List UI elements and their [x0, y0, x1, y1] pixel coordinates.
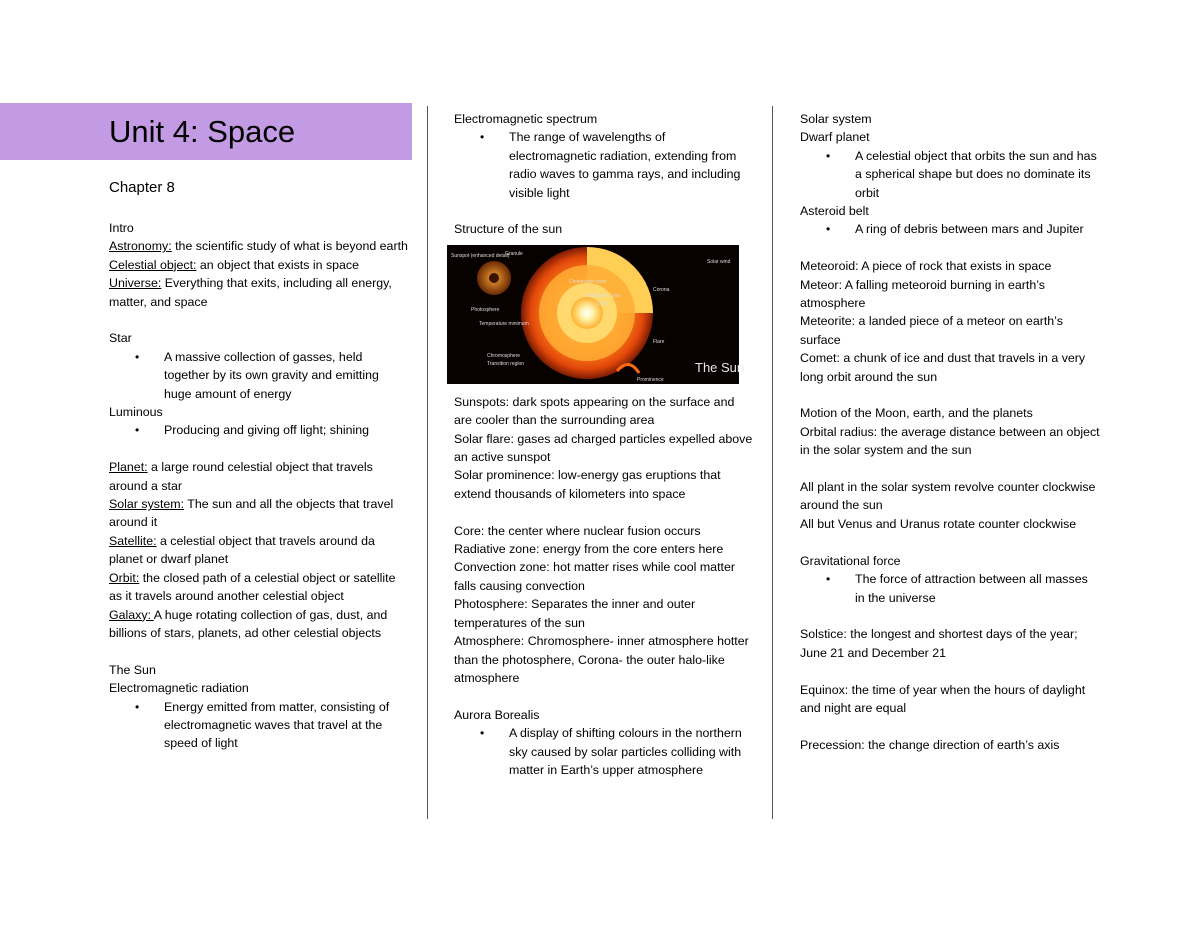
- meteorite-line: Meteorite: a landed piece of a meteor on earth’s surface: [800, 314, 1063, 347]
- column-1: [109, 178, 409, 753]
- meteoroid-line: Meteoroid: A piece of rock that exists in space: [800, 259, 1052, 274]
- em-spectrum-heading: Electromagnetic spectrum: [454, 112, 598, 126]
- aurora-list: [454, 724, 754, 779]
- radiative-zone-line: Radiative zone: energy from the core enters here: [454, 542, 724, 557]
- structure-heading: Structure of the sun: [454, 222, 563, 237]
- text-solar-system: The sun and all the objects that travel around it: [109, 497, 394, 530]
- column-divider-right: [772, 106, 773, 819]
- text-planet: a large round celestial object that travels around a star: [109, 460, 373, 493]
- definition-astronomy: [109, 237, 409, 255]
- label-solar-wind: Solar wind: [707, 259, 731, 265]
- image-caption: The Sun: [695, 360, 745, 375]
- solar-system-heading: Solar system: [800, 112, 872, 126]
- aurora-heading: Aurora Borealis: [454, 707, 540, 722]
- list-item: • Producing and giving off light; shining: [109, 421, 409, 439]
- luminous-heading: Luminous: [109, 405, 163, 420]
- sunspot-dark: [489, 273, 499, 283]
- meteor-line: Meteor: A falling meteoroid burning in earth’s atmosphere: [800, 277, 1045, 311]
- photosphere-line: Photosphere: Separates the inner and outer temperatures of the sun: [454, 597, 696, 630]
- label-prominence: Prominence: [637, 377, 664, 383]
- comet-line: Comet: a chunk of ice and dust that travels in a very long orbit around the sun: [800, 351, 1086, 384]
- label-corona: Corona: [653, 287, 670, 293]
- luminous-list: [109, 421, 409, 439]
- motion-heading: Motion of the Moon, earth, and the planets: [800, 406, 1033, 421]
- precession-line: Precession: the change direction of earth’s axis: [800, 737, 1060, 752]
- asteroid-belt-list: [800, 220, 1100, 238]
- definition-satellite: [109, 532, 409, 569]
- column-divider-left: [427, 106, 428, 819]
- term-celestial-object: Celestial object:: [109, 257, 197, 272]
- list-item: • A massive collection of gasses, held together by its own gravity and emitting huge amount of energy: [109, 348, 409, 403]
- term-satellite: Satellite:: [109, 533, 157, 548]
- label-transition: Transition region: [487, 361, 525, 367]
- definition-planet: [109, 458, 409, 495]
- asteroid-belt-heading: Asteroid belt: [800, 204, 869, 219]
- definition-universe: [109, 274, 409, 311]
- sun-structure-image: [447, 245, 745, 384]
- the-sun-heading: The Sun: [109, 662, 156, 677]
- orbital-radius-line: Orbital radius: the average distance between an object in the solar system and the sun: [800, 424, 1100, 458]
- convection-zone-line: Convection zone: hot matter rises while cool matter falls causing convection: [454, 560, 735, 593]
- list-item: • A display of shifting colours in the northern sky caused by solar particles colliding with matter in Earth’s upper atmosphere: [454, 724, 754, 779]
- label-granule: Granule: [505, 251, 523, 257]
- solar-flare-line: Solar flare: gases ad charged particles expelled above an active sunspot: [454, 431, 753, 465]
- text-galaxy: A huge rotating collection of gas, dust, and billions of stars, planets, ad other celestial objects: [109, 607, 388, 640]
- text-universe: Everything that exits, including all energy, matter, and space: [109, 276, 392, 309]
- label-sunspot: Sunspot (enhanced detail): [451, 253, 510, 259]
- term-galaxy: Galaxy:: [109, 607, 154, 622]
- star-list: [109, 348, 409, 403]
- text-orbit: the closed path of a celestial object or satellite as it travels around another celestial object: [109, 570, 396, 604]
- gravitational-list: [800, 570, 1100, 607]
- label-flare: Flare: [653, 339, 665, 345]
- chapter-heading: Chapter 8: [109, 179, 175, 196]
- label-temperature: Temperature minimum: [479, 321, 529, 327]
- core-line: Core: the center where nuclear fusion occurs: [454, 523, 701, 538]
- text-satellite: a celestial object that travels around da planet or dwarf planet: [109, 533, 375, 567]
- page-title: Unit 4: Space: [109, 114, 296, 149]
- label-convection: Convection zone: [569, 279, 607, 285]
- definition-solar-system: [109, 495, 409, 532]
- equinox-line: Equinox: the time of year when the hours of daylight and night are equal: [800, 682, 1086, 715]
- term-planet: Planet:: [109, 460, 148, 475]
- solstice-line: Solstice: the longest and shortest days of the year; June 21 and December 21: [800, 627, 1078, 660]
- gravitational-heading: Gravitational force: [800, 553, 901, 568]
- column-3: [800, 110, 1100, 754]
- term-astronomy: Astronomy:: [109, 239, 172, 254]
- list-item: • The force of attraction between all masses in the universe: [800, 570, 1100, 607]
- list-item: • The range of wavelengths of electromagnetic radiation, extending from radio waves to gamma rays, and including visible light: [454, 128, 754, 202]
- em-radiation-list: [109, 698, 409, 753]
- term-universe: Universe:: [109, 276, 162, 291]
- revolve-line: All plant in the solar system revolve counter clockwise around the sun: [800, 480, 1096, 513]
- text-astronomy: the scientific study of what is beyond earth: [171, 239, 408, 254]
- definition-galaxy: [109, 606, 409, 643]
- text-celestial-object: an object that exists in space: [196, 257, 360, 272]
- dwarf-planet-list: [800, 147, 1100, 202]
- list-item: • Energy emitted from matter, consisting of electromagnetic waves that travel at the speed of light: [109, 698, 409, 753]
- solar-prominence-line: Solar prominence: low-energy gas eruptions that extend thousands of kilometers into space: [454, 468, 721, 501]
- dwarf-planet-heading: Dwarf planet: [800, 130, 870, 145]
- star-heading: Star: [109, 331, 132, 346]
- list-item: • A ring of debris between mars and Jupiter: [800, 220, 1100, 238]
- term-solar-system: Solar system:: [109, 497, 185, 512]
- label-core: Core: [597, 301, 608, 307]
- label-chromosphere: Chromosphere: [487, 353, 521, 359]
- em-radiation-heading: Electromagnetic radiation: [109, 681, 249, 696]
- definition-orbit: [109, 569, 409, 606]
- label-radiative: Radiative zone: [587, 293, 621, 299]
- em-spectrum-list: [454, 128, 754, 202]
- atmosphere-line: Atmosphere: Chromosphere- inner atmosphere hotter than the photosphere, Corona- the outer halo-like atmosphere: [454, 634, 749, 685]
- sunspots-line: Sunspots: dark spots appearing on the surface and are cooler than the surrounding area: [454, 394, 735, 428]
- definition-celestial-object: [109, 256, 409, 274]
- list-item: • A celestial object that orbits the sun and has a spherical shape but does no dominate its orbit: [800, 147, 1100, 202]
- rotate-line: All but Venus and Uranus rotate counter clockwise: [800, 516, 1077, 531]
- intro-heading: Intro: [109, 221, 134, 235]
- column-2: [454, 110, 754, 779]
- label-photosphere: Photosphere: [471, 307, 500, 313]
- term-orbit: Orbit:: [109, 570, 140, 585]
